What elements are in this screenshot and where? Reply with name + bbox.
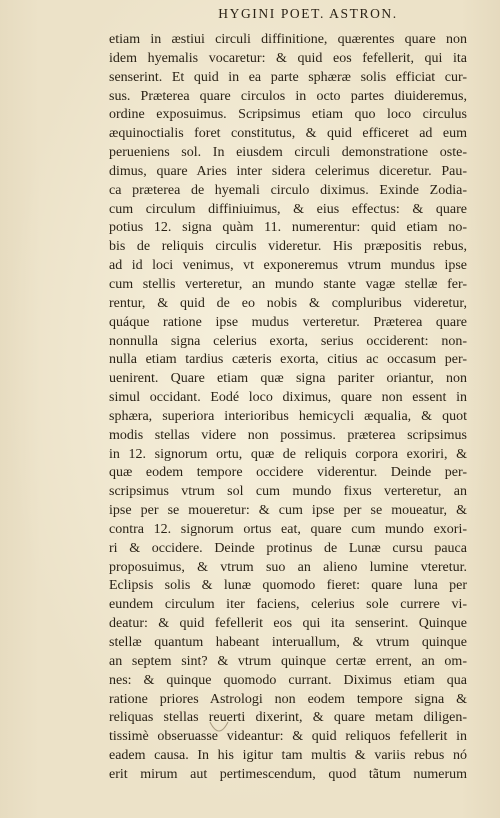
text-line: ca præterea de hyemali circulo diximus. Exinde Zodia- <box>109 182 467 198</box>
text-line: nulla etiam tardius cæteris exorta, citius ac occasum per- <box>109 352 467 368</box>
text-line: uenirent. Quare etiam quæ signa pariter oriantur, non <box>109 371 467 387</box>
text-line: ipse per se moueretur: & cum ipse per se moueatur, & <box>109 503 467 519</box>
text-line: sus. Præterea quare circulos in octo partes diuideremus, <box>109 88 467 104</box>
text-line: rentur, & quid de eo nobis & compluribus videretur, <box>109 295 467 311</box>
printer-mark-icon <box>207 718 231 742</box>
text-line: deatur: & quid fefellerit eos qui ita senserint. Quinque <box>109 616 467 632</box>
text-line: Eclipsis solis & lunæ quomodo fieret: quare luna per <box>109 578 467 594</box>
text-line: scripsimus vtrum sol cum mundo fixus verteretur, an <box>109 484 467 500</box>
text-line: perueniens sol. In eiusdem circuli demonstratione oste- <box>109 145 467 161</box>
text-line: eadem causa. In his igitur tam multis & variis rebus nó <box>109 748 467 764</box>
text-line: erit mirum aut pertimescendum, quod tãtum numerum <box>109 766 467 782</box>
text-line: potius 12. signa quàm 11. numerentur: quid etiam no- <box>109 220 467 236</box>
text-line: tissimè obseruasse videantur: & quid reliquos fefellerit in <box>109 729 467 745</box>
text-line: simul occidant. Eodé loco diximus, quare non essent in <box>109 390 467 406</box>
text-line: ri & occidere. Deinde protinus de Lunæ cursu pauca <box>109 540 467 556</box>
text-line: in 12. signorum ortu, quæ de reliquis corpora exoriri, & <box>109 446 467 462</box>
text-line: nes: & quinque quomodo currant. Diximus etiam qua <box>109 672 467 688</box>
text-line: eundem circulum iter faciens, celerius sole currere vi- <box>109 597 467 613</box>
text-line: ordine exposuimus. Scripsimus etiam quo loco circulus <box>109 107 467 123</box>
text-line: cum circulum diffiniuimus, & eius effectus: & quare <box>109 201 467 217</box>
text-line: an septem sint? & vtrum quinque certæ errent, an om- <box>109 653 467 669</box>
text-line: nonnulla signa celerius exorta, serius occiderent: non- <box>109 333 467 349</box>
text-line: sphæra, superiora interioribus hemicycli æqualia, & quot <box>109 408 467 424</box>
text-line: cum stellis verteretur, an mundo stante vagæ stellæ fer- <box>109 276 467 292</box>
text-line: contra 12. signorum ortus eat, quare cum mundo exori- <box>109 521 467 537</box>
text-line: idem hyemalis vocaretur: & quid eos fefellerit, qui ita <box>109 50 467 66</box>
text-line: æquinoctialis foret constitutus, & quid efficeret ad eum <box>109 126 467 142</box>
text-line: modis stellas videre non possimus. præterea scripsimus <box>109 427 467 443</box>
text-line: etiam in æstiui circuli diffinitione, quærentes quare non <box>109 32 467 47</box>
text-line: ad id loci venimus, vt exponeremus vtrum mundus ipse <box>109 258 467 274</box>
running-head: HYGINI POET. ASTRON. <box>218 6 398 21</box>
text-line: dimus, quare Aries inter sidera celerimus diceretur. Pau- <box>109 163 467 179</box>
text-line: bis de reliquis circulis videretur. His præpositis rebus, <box>109 239 467 255</box>
text-line: senserint. Et quid in ea parte sphæræ solis efficiat cur- <box>109 69 467 85</box>
text-line: quáque ratione ipse mudus verteretur. Præterea quare <box>109 314 467 330</box>
text-line: ratione priores Astrologi non eodem tempore signa & <box>109 691 467 707</box>
text-line: quæ eodem tempore occidere viderentur. Deinde per- <box>109 465 467 481</box>
text-line: stellæ quantum habeant interuallum, & vtrum quinque <box>109 635 467 650</box>
body-text <box>109 31 467 785</box>
text-line: reliquas stellas reuerti dixerint, & quare metam diligen- <box>109 710 467 726</box>
text-line: proposuimus, & vtrum suo an alieno lumine vteretur. <box>109 559 467 575</box>
